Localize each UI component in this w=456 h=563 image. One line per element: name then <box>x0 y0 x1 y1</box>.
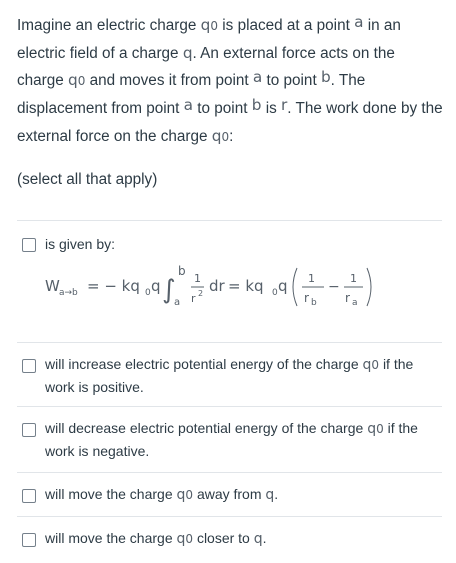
option-label: will move the charge q0 closer to q. <box>45 530 267 547</box>
checkbox[interactable] <box>22 359 36 373</box>
var-b: b <box>251 96 262 115</box>
formula-q: q <box>151 277 161 295</box>
integral-sign: ∫ <box>162 275 176 305</box>
formula-q2: q <box>278 277 288 295</box>
option-label: will decrease electric potential energy of the charge q0 if the work is negative. <box>45 420 418 459</box>
checkbox[interactable] <box>22 533 36 547</box>
divider <box>17 220 442 221</box>
frac1-num: 1 <box>308 272 315 285</box>
frac2-num: 1 <box>350 272 357 285</box>
frac1-den: r <box>304 291 309 305</box>
frac2-den: r <box>345 291 350 305</box>
option-3[interactable] <box>17 406 442 470</box>
checkbox[interactable] <box>22 423 36 437</box>
option-4[interactable] <box>17 472 442 516</box>
var-sub: 0 <box>77 74 86 89</box>
integral-lower: a <box>174 297 181 308</box>
question-text: Imagine an electric charge q0 is placed at a point a in an electric field of a charge q. An external force acts on the charge q0 and moves it from point a to point b. The displacement from point a to point b is r. The work done by the external force on the charge q0: <box>17 13 443 145</box>
frac1-den-sub: b <box>311 298 317 308</box>
var-q: q <box>200 16 211 34</box>
var-a: a <box>252 68 263 87</box>
frac-den-exp: 2 <box>198 289 204 298</box>
var-q: q <box>182 43 193 62</box>
formula-sub0-2: 0 <box>272 288 278 298</box>
formula-sub0: 0 <box>145 288 151 298</box>
option-label: will move the charge q0 away from q. <box>45 486 279 503</box>
integral-upper: b <box>178 264 186 278</box>
option-label: is given by: <box>45 236 116 252</box>
formula-eq2: = kq <box>228 277 264 295</box>
formula-minus: − <box>328 279 340 295</box>
var-a: a <box>354 13 364 31</box>
var-r: r <box>281 96 288 115</box>
option-1[interactable] <box>17 220 442 342</box>
formula-dr: dr <box>209 277 225 295</box>
divider <box>17 516 442 517</box>
formula-sub: a→b <box>59 288 78 298</box>
formula-eq1: = − kq <box>87 277 140 295</box>
option-label: will increase electric potential energy of the charge q0 if the work is positive. <box>45 356 414 395</box>
option-5[interactable] <box>17 516 442 560</box>
option-2[interactable] <box>17 342 442 406</box>
divider <box>17 406 442 407</box>
var-a: a <box>183 96 194 115</box>
var-sub: 0 <box>210 19 219 33</box>
instruction-text: (select all that apply) <box>17 171 158 188</box>
work-formula <box>45 258 445 318</box>
frac-den: r <box>191 292 196 305</box>
checkbox[interactable] <box>22 238 36 252</box>
formula-W: W <box>45 277 60 295</box>
var-b: b <box>320 68 331 87</box>
frac2-den-sub: a <box>352 298 358 308</box>
divider <box>17 472 442 473</box>
var-q: q <box>211 126 222 145</box>
var-q: q <box>68 71 78 90</box>
divider <box>17 342 442 343</box>
checkbox[interactable] <box>22 489 36 503</box>
var-sub: 0 <box>221 129 230 144</box>
frac-num: 1 <box>194 272 201 285</box>
